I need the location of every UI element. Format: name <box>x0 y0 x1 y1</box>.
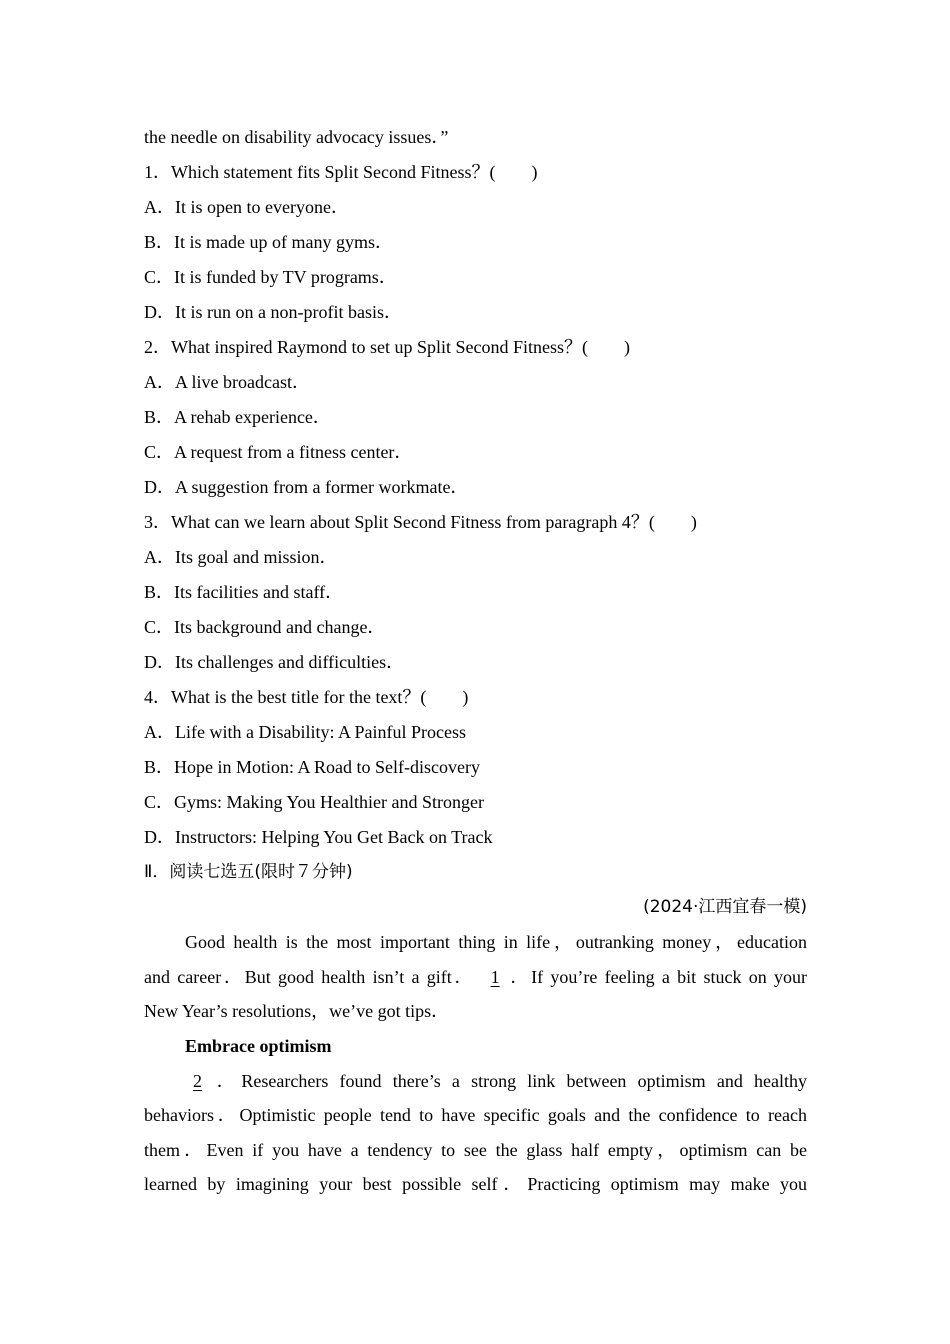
option-b: B．A rehab experience． <box>144 407 331 427</box>
option-c: C．Gyms: Making You Healthier and Stronger <box>144 792 484 812</box>
option-a: A．A live broadcast． <box>144 372 310 392</box>
option-b: B．Hope in Motion: A Road to Self-discovery <box>144 757 480 777</box>
blank-2[interactable]: 2 <box>193 1070 202 1091</box>
option-d: D．Instructors: Helping You Get Back on Track <box>144 827 493 847</box>
paragraph-line <box>144 1066 807 1101</box>
paragraph-line: them．Even if you have a tendency to see the glass half empty，optimism can be <box>144 1139 807 1160</box>
paragraph-text: ．Researchers found there’s a strong link between optimism and healthy <box>210 1070 807 1091</box>
option-d: D．A suggestion from a former workmate． <box>144 477 469 497</box>
option-a: A．Life with a Disability: A Painful Process <box>144 722 466 742</box>
paragraph-text: ．If you’re feeling a bit stuck on your <box>507 966 807 987</box>
option-a: A．Its goal and mission． <box>144 547 338 567</box>
question-stem: 4．What is the best title for the text？( ) <box>144 687 469 707</box>
question-stem: 2．What inspired Raymond to set up Split Second Fitness？( ) <box>144 337 630 357</box>
question-3 <box>144 507 807 682</box>
option-b: B．It is made up of many gyms． <box>144 232 393 252</box>
blank-1[interactable]: 1 <box>490 966 500 987</box>
paragraph-text: and career．But good health isn’t a gift． <box>144 966 476 987</box>
document-page <box>144 122 807 1204</box>
option-a: A．It is open to everyone． <box>144 197 349 217</box>
question-2 <box>144 332 807 507</box>
option-c: C．Its background and change． <box>144 617 386 637</box>
option-d: D．Its challenges and difficulties． <box>144 652 405 672</box>
question-stem: 1．Which statement fits Split Second Fitness？( ) <box>144 162 538 182</box>
paragraph-line: behaviors．Optimistic people tend to have specific goals and the confidence to reach <box>144 1105 807 1125</box>
subheading: Embrace optimism <box>185 1035 332 1056</box>
paragraph-line: learned by imagining your best possible self．Practicing optimism may make you <box>144 1174 807 1194</box>
paragraph-line <box>144 962 807 997</box>
option-b: B．Its facilities and staff． <box>144 582 344 602</box>
option-c: C．It is funded by TV programs． <box>144 267 397 287</box>
question-4 <box>144 682 807 857</box>
intro-tail-text: the needle on disability advocacy issues．” <box>144 127 449 147</box>
paragraph-1 <box>144 927 807 1031</box>
source-label: (2024·江西宜春一模) <box>643 897 807 917</box>
option-c: C．A request from a fitness center． <box>144 442 413 462</box>
paragraph-line: Good health is the most important thing in life，outranking money，education <box>185 932 807 952</box>
option-d: D．It is run on a non-profit basis． <box>144 302 402 322</box>
paragraph-2 <box>144 1066 807 1204</box>
paragraph-line: New Year’s resolutions，we’ve got tips． <box>144 1001 450 1021</box>
question-stem: 3．What can we learn about Split Second Fitness from paragraph 4？( ) <box>144 512 697 532</box>
section-heading: Ⅱ．阅读七选五(限时７分钟) <box>144 862 353 882</box>
question-1 <box>144 157 807 332</box>
